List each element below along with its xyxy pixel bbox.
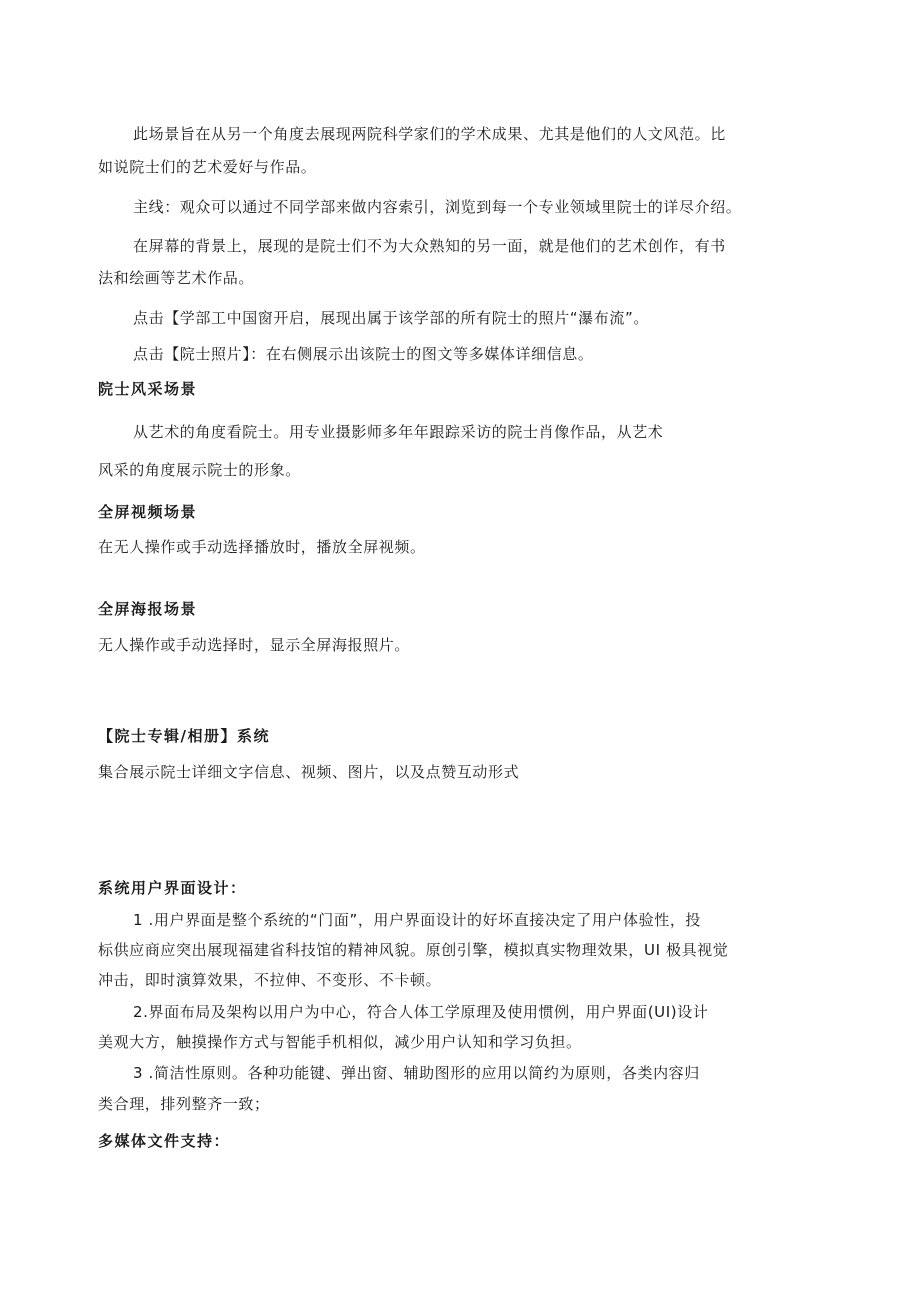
intro-paragraph-5: 点击【院士照片】：在右侧展示出该院士的图文等多媒体详细信息。 (133, 345, 594, 363)
poster-line-1: 无人操作或手动选择时，显示全屏海报照片。 (98, 636, 411, 654)
section-heading-video: 全屏视频场景 (98, 503, 198, 521)
section-heading-poster: 全屏海报场景 (98, 600, 198, 618)
intro-paragraph-3-line-1: 在屏幕的背景上，展现的是院士们不为大众熟知的另一面，就是他们的艺术创作，有书 (133, 237, 726, 255)
ui-item-3-line-1: 3 .简洁性原则。各种功能键、弹出窗、辅助图形的应用以简约为原则，各类内容归 (133, 1064, 700, 1082)
intro-paragraph-4: 点击【学部工中国窗开启，展现出属于该学部的所有院士的照片“瀑布流”。 (133, 309, 649, 327)
ui-item-1-line-3: 冲击，即时演算效果，不拉伸、不变形、不卡顿。 (98, 971, 442, 989)
section-heading-ui-design: 系统用户界面设计： (98, 879, 247, 897)
ui-item-1-line-2: 标供应商应突出展现福建省科技馆的精神风貌。原创引擎，模拟真实物理效果，UI 极具视觉 (98, 941, 729, 959)
section-heading-album: 【院士专辑/相册】系统 (98, 727, 270, 745)
intro-paragraph-3-line-2: 法和绘画等艺术作品。 (98, 269, 255, 287)
ui-item-3-line-2: 类合理，排列整齐一致； (98, 1095, 270, 1113)
intro-paragraph-1-line-2: 如说院士们的艺术爱好与作品。 (98, 158, 317, 176)
album-line-1: 集合展示院士详细文字信息、视频、图片，以及点赞互动形式 (98, 763, 520, 781)
section-heading-multimedia: 多媒体文件支持： (98, 1132, 231, 1150)
ui-item-2-line-1: 2.界面布局及架构以用户为中心，符合人体工学原理及使用惯例，用户界面(UI)设计 (133, 1003, 709, 1021)
video-line-1: 在无人操作或手动选择播放时，播放全屏视频。 (98, 538, 426, 556)
intro-paragraph-1-line-1: 此场景旨在从另一个角度去展现两院科学家们的学术成果、尤其是他们的人文风范。比 (133, 125, 726, 143)
section-heading-fengcai: 院士风采场景 (98, 380, 198, 398)
ui-item-1-line-1: 1 .用户界面是整个系统的“门面”，用户界面设计的好坏直接决定了用户体验性，投 (133, 911, 702, 929)
intro-paragraph-2: 主线：观众可以通过不同学部来做内容索引，浏览到每一个专业领域里院士的详尽介绍。 (133, 198, 742, 216)
fengcai-line-2: 风采的角度展示院士的形象。 (98, 461, 301, 479)
ui-item-2-line-2: 美观大方，触摸操作方式与智能手机相似，减少用户认知和学习负担。 (98, 1033, 582, 1051)
fengcai-line-1: 从艺术的角度看院士。用专业摄影师多年年跟踪采访的院士肖像作品，从艺术 (133, 423, 664, 441)
